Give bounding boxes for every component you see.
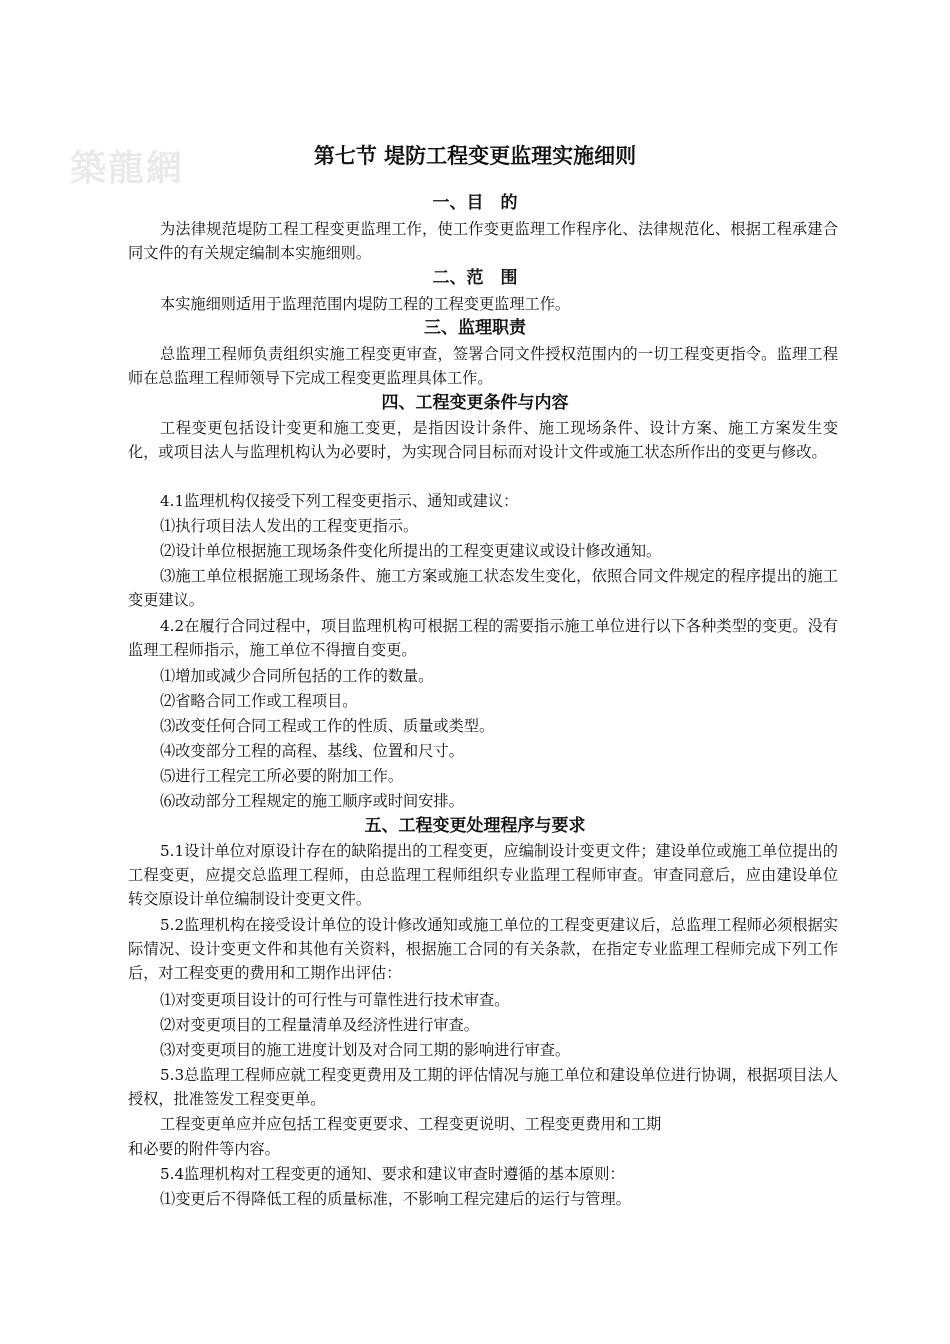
list-item: ⑴变更后不得降低工程的质量标准，不影响工程完建后的运行与管理。 [160, 1190, 631, 1208]
paragraph: 和必要的附件等内容。 [128, 1140, 280, 1158]
list-item: ⑴执行项目法人发出的工程变更指示。 [160, 517, 419, 535]
list-item: ⑶对变更项目的施工进度计划及对合同工期的影响进行审查。 [160, 1041, 571, 1059]
paragraph: 5.3总监理工程师应就工程变更费用及工期的评估情况与施工单位和建设单位进行协调，根据项目法人授权，批准签发工程变更单。 [128, 1066, 838, 1108]
list-item: ⑷改变部分工程的高程、基线、位置和尺寸。 [160, 742, 464, 760]
list-item: ⑴对变更项目设计的可行性与可靠性进行技术审查。 [160, 991, 510, 1009]
section-heading-purpose: 一、目 的 [432, 193, 518, 213]
paragraph: 工程变更包括设计变更和施工变更，是指因设计条件、施工现场条件、设计方案、施工方案发生变化，或项目法人与监理机构认为必要时，为实现合同目标而对设计文件或施工状态所作出的变更与修改。 [128, 419, 838, 461]
list-item: ⑹改动部分工程规定的施工顺序或时间安排。 [160, 792, 464, 810]
list-item: ⑵省略合同工作或工程项目。 [160, 692, 358, 710]
paragraph: 4.1监理机构仅接受下列工程变更指示、通知或建议： [160, 492, 519, 510]
section-heading-duties: 三、监理职责 [424, 318, 526, 338]
list-item: ⑸进行工程完工所必要的附加工作。 [160, 767, 403, 785]
section-heading-procedure: 五、工程变更处理程序与要求 [364, 816, 586, 836]
section-heading-conditions: 四、工程变更条件与内容 [381, 393, 569, 413]
paragraph: 本实施细则适用于监理范围内堤防工程的工程变更监理工作。 [160, 295, 571, 313]
paragraph: 5.2监理机构在接受设计单位的设计修改通知或施工单位的工程变更建议后，总监理工程师必须根据实际情况、设计变更文件和其他有关资料，根据施工合同的有关条款，在指定专业监理工程师完成下列工作后，对工程变更的费用和工期作出评估： [128, 916, 838, 982]
paragraph: 5.1设计单位对原设计存在的缺陷提出的工程变更，应编制设计变更文件；建设单位或施工单位提出的工程变更，应提交总监理工程师，由总监理工程师组织专业监理工程师审查。审查同意后，应由建设单位转交原设计单位编制设计变更文件。 [128, 842, 838, 908]
paragraph: 5.4监理机构对工程变更的通知、要求和建议审查时遵循的基本原则： [160, 1165, 625, 1183]
page-title: 第七节 堤防工程变更监理实施细则 [313, 144, 637, 168]
list-item: ⑶施工单位根据施工现场条件、施工方案或施工状态发生变化，依照合同文件规定的程序提出的施工变更建议。 [128, 567, 838, 609]
watermark: 築龍網 [70, 147, 185, 189]
paragraph: 工程变更单应并应包括工程变更要求、工程变更说明、工程变更费用和工期 [160, 1115, 662, 1133]
paragraph: 总监理工程师负责组织实施工程变更审查，签署合同文件授权范围内的一切工程变更指令。监理工程师在总监理工程师领导下完成工程变更监理具体工作。 [128, 345, 838, 387]
list-item: ⑵对变更项目的工程量清单及经济性进行审查。 [160, 1016, 479, 1034]
paragraph: 为法律规范堤防工程工程变更监理工作，使工作变更监理工作程序化、法律规范化、根据工程承建合同文件的有关规定编制本实施细则。 [128, 220, 838, 262]
list-item: ⑶改变任何合同工程或工作的性质、质量或类型。 [160, 717, 495, 735]
section-heading-scope: 二、范 围 [432, 268, 518, 288]
list-item: ⑵设计单位根据施工现场条件变化所提出的工程变更建议或设计修改通知。 [160, 542, 662, 560]
list-item: ⑴增加或减少合同所包括的工作的数量。 [160, 667, 434, 685]
paragraph: 4.2在履行合同过程中，项目监理机构可根据工程的需要指示施工单位进行以下各种类型的变更。没有监理工程师指示，施工单位不得擅自变更。 [128, 617, 838, 659]
